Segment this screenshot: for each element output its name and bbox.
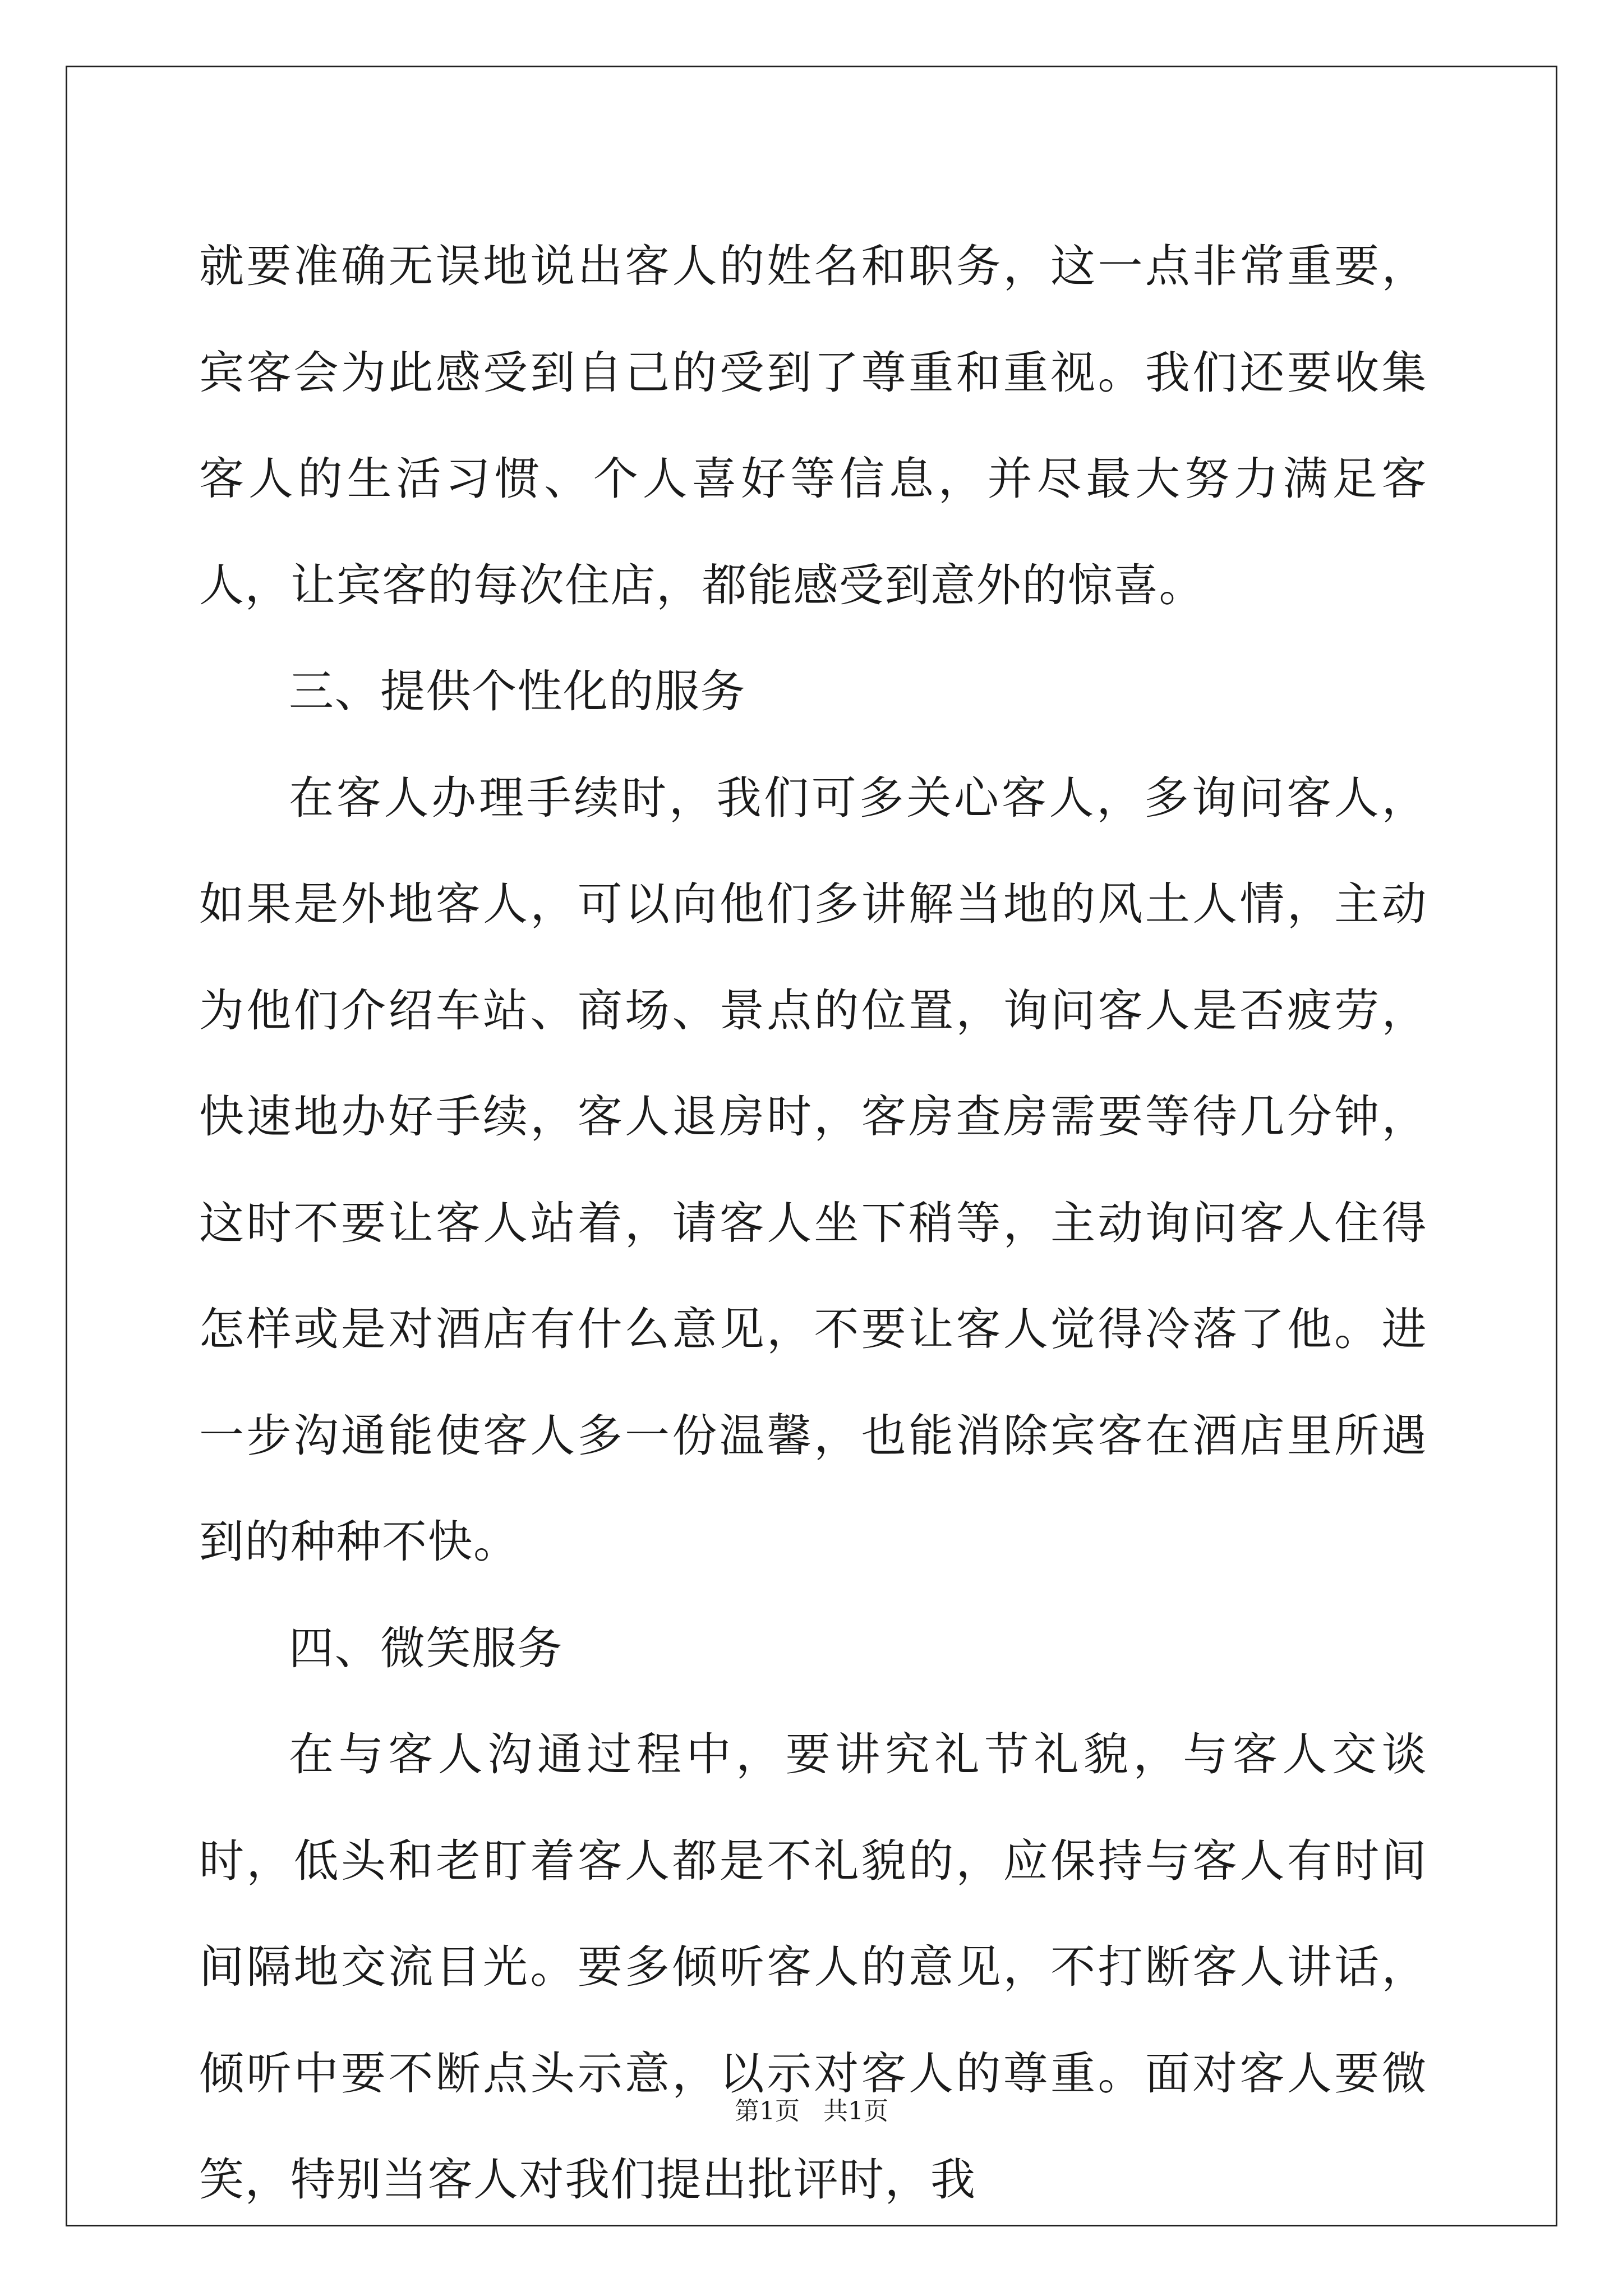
- paragraph-guest-recognition: 就要准确无误地说出客人的姓名和职务，这一点非常重要，宾客会为此感受到自己的受到了尊重和重视。我们还要收集客人的生活习惯、个人喜好等信息，并尽最大努力满足客人，让宾客的每次住店，都能感受到意外的惊喜。: [199, 240, 1427, 611]
- section-heading-smile-service: 四、微笑服务: [289, 1622, 563, 1674]
- page-total: 共1页: [823, 2097, 888, 2125]
- paragraph-smile-service: 在与客人沟通过程中，要讲究礼节礼貌，与客人交谈时，低头和老盯着客人都是不礼貌的，应保持与客人有时间间隔地交流目光。要多倾听客人的意见，不打断客人讲话，倾听中要不断点头示意，以示对客人的尊重。面对客人要微笑，特别当客人对我们提出批评时，我: [199, 1728, 1427, 2206]
- section-heading-personalized-service: 三、提供个性化的服务: [289, 665, 746, 717]
- page-footer: [0, 2091, 1623, 2127]
- document-body: [199, 213, 1427, 2233]
- page-number: 第1页: [735, 2097, 800, 2125]
- paragraph-personalized-service: 在客人办理手续时，我们可多关心客人，多询问客人，如果是外地客人，可以向他们多讲解当地的风土人情，主动为他们介绍车站、商场、景点的位置，询问客人是否疲劳，快速地办好手续，客人退房时，客房查房需要等待几分钟，这时不要让客人站着，请客人坐下稍等，主动询问客人住得怎样或是对酒店有什么意见，不要让客人觉得冷落了他。进一步沟通能使客人多一份温馨，也能消除宾客在酒店里所遇到的种种不快。: [199, 771, 1427, 1568]
